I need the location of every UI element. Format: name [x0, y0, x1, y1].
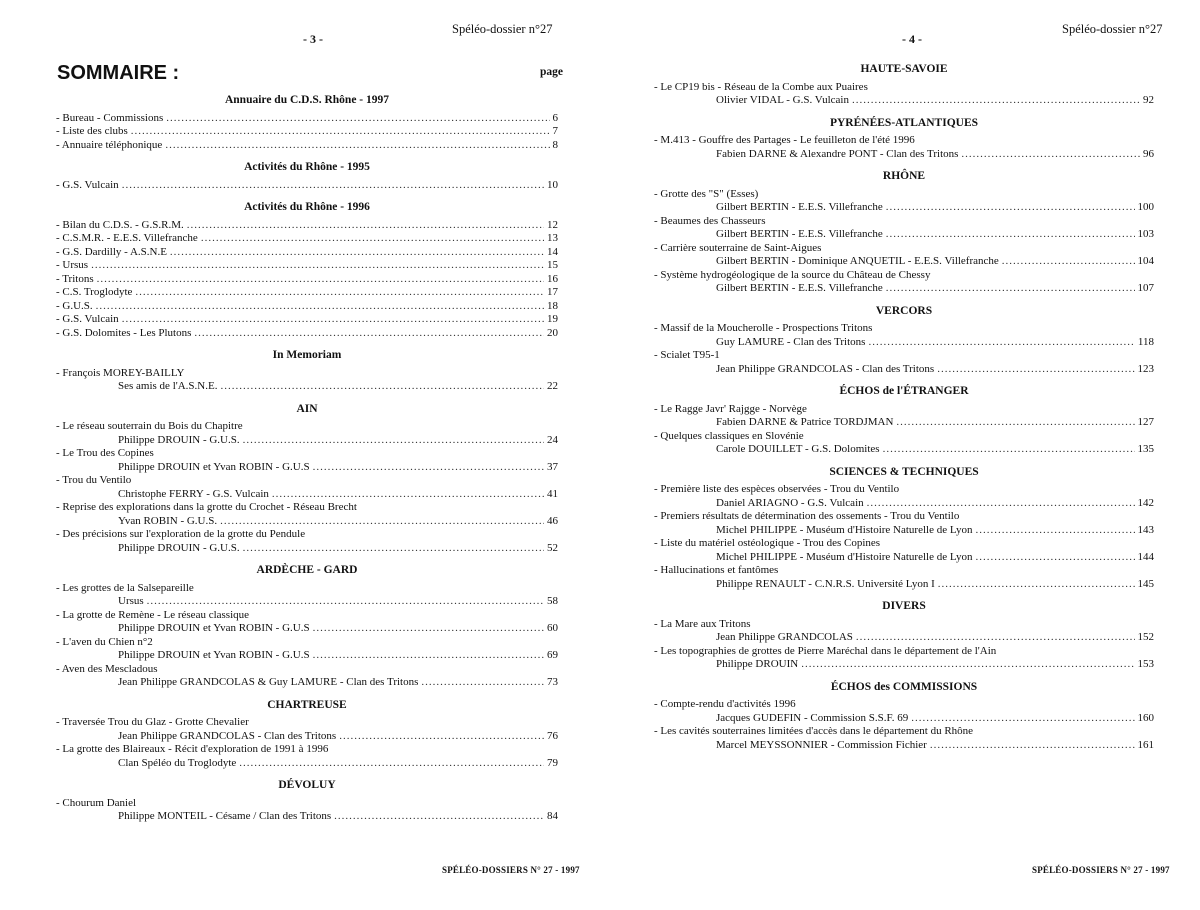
entry-title: - Trou du Ventilo [56, 474, 132, 486]
entry-author: Jean Philippe GRANDCOLAS - Clan des Tritons [716, 362, 935, 375]
toc-entry [654, 537, 1154, 564]
toc-entry [56, 743, 558, 770]
dot-leader [313, 649, 544, 663]
page-ref: 96 [1143, 147, 1154, 160]
dot-leader [97, 273, 544, 287]
entry-title: - G.S. Dardilly - A.S.N.E [56, 245, 167, 258]
page-ref: 127 [1137, 416, 1154, 428]
toc-entry [56, 474, 558, 501]
dot-leader [131, 125, 550, 139]
entry-author: Philippe DROUIN et Yvan ROBIN - G.U.S [118, 460, 310, 473]
dot-leader [975, 551, 1134, 565]
contents-heading: SOMMAIRE : [57, 62, 180, 84]
entry-title: - Hallucinations et fantômes [654, 564, 779, 576]
page-ref: 37 [547, 460, 558, 473]
entry-title: - François MOREY-BAILLY [56, 366, 185, 379]
toc-entry [654, 403, 1154, 430]
toc-line [56, 246, 558, 260]
toc-line [56, 649, 558, 663]
entry-title: - Les grottes de la Salsepareille [56, 581, 194, 594]
page-ref: 7 [552, 125, 558, 137]
entry-author: Gilbert BERTIN - E.E.S. Villefranche [716, 201, 883, 213]
entry-author: Michel PHILIPPE - Muséum d'Histoire Naturelle de Lyon [716, 523, 973, 536]
section-title: RHÔNE [882, 170, 926, 182]
entry-title: - Traversée Trou du Glaz - Grotte Chevalier [56, 716, 249, 728]
toc-entry [56, 420, 558, 447]
toc-entry [654, 645, 1154, 672]
toc-entry [56, 367, 558, 394]
section-title: In Memoriam [272, 349, 342, 361]
page-ref: 107 [1137, 282, 1154, 294]
toc-entry [56, 125, 558, 139]
toc-entry [56, 636, 558, 663]
page-ref: 123 [1137, 362, 1154, 375]
page-ref: 84 [547, 810, 558, 822]
toc-entry [56, 232, 558, 246]
toc-entry [654, 725, 1154, 752]
toc-entry [654, 134, 1154, 161]
dot-leader [938, 578, 1135, 592]
entry-author: Jean Philippe GRANDCOLAS & Guy LAMURE - Clan des Tritons [118, 676, 419, 688]
entry-title: - Annuaire téléphonique [56, 138, 163, 151]
toc-line [56, 259, 558, 273]
entry-title: - Ursus [56, 259, 89, 271]
section-title: Activités du Rhône - 1995 [244, 161, 370, 173]
dot-leader [911, 712, 1134, 726]
entry-author: Philippe DROUIN - G.U.S. [118, 541, 240, 554]
toc-entry [654, 349, 1154, 376]
page-ref: 14 [547, 245, 558, 258]
section-title: AIN [296, 402, 318, 415]
dot-leader [165, 139, 549, 153]
page-ref: 58 [547, 595, 558, 607]
dot-leader [166, 112, 549, 126]
page-ref: 24 [547, 433, 558, 446]
dot-leader [201, 232, 544, 246]
entry-author: Daniel ARIAGNO - G.S. Vulcain [716, 496, 864, 509]
toc-entry [654, 242, 1154, 269]
entry-author: Christophe FERRY - G.S. Vulcain [118, 487, 269, 500]
toc-line [654, 94, 1154, 108]
toc-line [56, 139, 558, 153]
page-ref: 6 [552, 111, 558, 124]
toc-line [56, 232, 558, 246]
entry-title: - Premiers résultats de détermination des ossements - Trou du Ventilo [654, 510, 960, 522]
page-ref: 52 [547, 541, 558, 554]
entry-title: - La grotte de Remène - Le réseau classique [56, 608, 250, 621]
toc-entry [56, 286, 558, 300]
toc-entry [56, 273, 558, 287]
toc-line [56, 273, 558, 287]
page-ref: 145 [1137, 577, 1154, 590]
section-title: HAUTE-SAVOIE [860, 63, 948, 75]
entry-title: - Première liste des espèces observées - Trou du Ventilo [654, 483, 900, 495]
toc-entry [654, 698, 1154, 725]
entry-title: - Scialet T95-1 [654, 349, 720, 361]
toc-line [654, 228, 1154, 242]
entry-author: Jean Philippe GRANDCOLAS [716, 631, 853, 643]
toc-entry [56, 246, 558, 260]
page-ref: 17 [547, 286, 558, 298]
toc-entry [654, 269, 1154, 296]
page-column-label: page [540, 66, 563, 78]
toc-entry [56, 179, 558, 193]
entry-title: - La Mare aux Tritons [654, 617, 751, 630]
dot-leader [867, 497, 1135, 511]
dot-leader [96, 300, 544, 314]
toc-line [654, 201, 1154, 215]
entry-author: Philippe DROUIN et Yvan ROBIN - G.U.S [118, 622, 310, 634]
toc-line [56, 542, 558, 556]
dot-leader [220, 515, 544, 529]
toc-line [56, 515, 558, 529]
entry-author: Philippe RENAULT - C.N.R.S. Université Lyon I [716, 577, 935, 590]
entry-title: - Le Ragge Javr' Rajgge - Norvège [654, 402, 807, 415]
toc-entry [56, 501, 558, 528]
contents-list [56, 94, 558, 824]
entry-title: - G.S. Vulcain [56, 178, 119, 191]
dot-leader [272, 488, 544, 502]
dot-leader [147, 595, 544, 609]
page-ref: 15 [547, 259, 558, 271]
dot-leader [170, 246, 544, 260]
toc-line [56, 112, 558, 126]
toc-entry [56, 528, 558, 555]
page-ref: 41 [547, 487, 558, 500]
entry-title: - Bilan du C.D.S. - G.S.R.M. [56, 218, 184, 231]
entry-title: - M.413 - Gouffre des Partages - Le feuilleton de l'été 1996 [654, 134, 915, 146]
entry-title: - Beaumes des Chasseurs [654, 214, 766, 227]
page-ref: 69 [547, 649, 558, 661]
entry-title: - G.S. Vulcain [56, 313, 119, 325]
section-title: PYRÉNÉES-ATLANTIQUES [829, 116, 979, 129]
entry-title: - Le réseau souterrain du Bois du Chapitre [56, 420, 243, 432]
toc-entry [654, 483, 1154, 510]
page-ref: 16 [547, 272, 558, 285]
entry-title: - Système hydrogéologique de la source du Château de Chessy [654, 268, 931, 281]
page-ref: 10 [547, 178, 558, 191]
toc-entry [56, 112, 558, 126]
dot-leader [856, 631, 1135, 645]
dot-leader [239, 757, 544, 771]
dot-leader [883, 443, 1135, 457]
entry-title: - Massif de la Moucherolle - Prospections Tritons [654, 322, 873, 334]
entry-title: - Quelques classiques en Slovénie [654, 429, 804, 442]
dot-leader [243, 542, 544, 556]
toc-entry [56, 663, 558, 690]
page-ref: 143 [1137, 523, 1154, 536]
dot-leader [930, 739, 1135, 753]
toc-line [654, 255, 1154, 269]
page-ref: 118 [1137, 335, 1154, 348]
page-ref: 79 [547, 756, 558, 769]
section-title: ARDÈCHE - GARD [256, 564, 358, 576]
entry-title: - Compte-rendu d'activités 1996 [654, 698, 796, 710]
entry-title: - Tritons [56, 272, 94, 285]
page-ref: 104 [1137, 255, 1154, 267]
entry-title: - C.S.M.R. - E.E.S. Villefranche [56, 232, 198, 244]
entry-author: Olivier VIDAL - G.S. Vulcain [716, 94, 849, 106]
toc-line [654, 497, 1154, 511]
section-title: CHARTREUSE [267, 698, 347, 711]
toc-line [654, 739, 1154, 753]
section-title: VERCORS [875, 304, 933, 317]
page-ref: 46 [547, 514, 558, 527]
toc-line [654, 658, 1154, 672]
entry-title: - Le CP19 bis - Réseau de la Combe aux Puaires [654, 80, 868, 93]
entry-title: - Des précisions sur l'exploration de la grotte du Pendule [56, 528, 306, 540]
entry-author: Michel PHILIPPE - Muséum d'Histoire Naturelle de Lyon [716, 550, 973, 563]
entry-title: - G.S. Dolomites - Les Plutons [56, 326, 192, 339]
dot-leader [961, 148, 1140, 162]
dot-leader [313, 461, 544, 475]
toc-line [56, 810, 558, 824]
entry-title: - L'aven du Chien n°2 [56, 635, 153, 648]
page-ref: 160 [1137, 711, 1154, 724]
section-title: ÉCHOS des COMMISSIONS [830, 680, 978, 693]
toc-line [56, 757, 558, 771]
page-footer: SPÉLÉO-DOSSIERS N° 27 - 1997 [1032, 865, 1170, 875]
page-ref: 153 [1137, 658, 1154, 670]
toc-entry [654, 215, 1154, 242]
page-ref: 135 [1137, 443, 1154, 455]
toc-line [654, 524, 1154, 538]
entry-title: - Bureau - Commissions [56, 111, 164, 124]
toc-entry [56, 797, 558, 824]
dot-leader [868, 336, 1134, 350]
toc-line [654, 551, 1154, 565]
entry-title: - Reprise des explorations dans la grotte du Crochet - Réseau Brecht [56, 501, 357, 513]
entry-author: Gilbert BERTIN - E.E.S. Villefranche [716, 228, 883, 240]
toc-line [56, 179, 558, 193]
toc-line [654, 148, 1154, 162]
toc-line [56, 461, 558, 475]
page-footer: SPÉLÉO-DOSSIERS N° 27 - 1997 [442, 865, 580, 875]
dot-leader [220, 380, 544, 394]
dot-leader [801, 658, 1134, 672]
toc-line [654, 282, 1154, 296]
entry-author: Carole DOUILLET - G.S. Dolomites [716, 443, 880, 455]
toc-line [56, 327, 558, 341]
toc-line [56, 380, 558, 394]
entry-author: Fabien DARNE & Alexandre PONT - Clan des Tritons [716, 147, 959, 160]
entry-title: - Carrière souterraine de Saint-Aigues [654, 241, 822, 254]
dot-leader [339, 730, 544, 744]
page-ref: 19 [547, 313, 558, 325]
entry-author: Marcel MEYSSONNIER - Commission Fichier [716, 738, 927, 751]
page-ref: 142 [1137, 496, 1154, 509]
page-ref: 92 [1143, 94, 1154, 106]
contents-list [654, 63, 1154, 752]
dot-leader [852, 94, 1140, 108]
page-ref: 100 [1137, 201, 1154, 213]
toc-entry [654, 430, 1154, 457]
toc-entry [56, 259, 558, 273]
entry-author: Gilbert BERTIN - E.E.S. Villefranche [716, 282, 883, 294]
section-title: ÉCHOS de l'ÉTRANGER [839, 385, 969, 397]
entry-author: Philippe DROUIN - G.U.S. [118, 433, 240, 446]
entry-title: - Liste du matériel ostéologique - Trou des Copines [654, 537, 881, 549]
section-title: DÉVOLUY [278, 779, 336, 791]
dot-leader [937, 363, 1134, 377]
page-ref: 152 [1137, 631, 1154, 643]
entry-title: - Aven des Mescladous [56, 662, 158, 675]
toc-entry [56, 716, 558, 743]
dot-leader [313, 622, 544, 636]
entry-author: Jacques GUDEFIN - Commission S.S.F. 69 [716, 711, 909, 724]
toc-line [56, 313, 558, 327]
entry-author: Clan Spéléo du Troglodyte [118, 756, 237, 769]
dot-leader [421, 676, 544, 690]
toc-entry [56, 219, 558, 233]
dot-leader [886, 228, 1135, 242]
toc-entry [654, 510, 1154, 537]
dot-leader [122, 313, 544, 327]
page-ref: 13 [547, 232, 558, 244]
dot-leader [886, 201, 1135, 215]
dot-leader [122, 179, 544, 193]
dot-leader [886, 282, 1135, 296]
dot-leader [91, 259, 544, 273]
entry-author: Philippe DROUIN [716, 658, 799, 670]
dot-leader [1002, 255, 1135, 269]
section-title: Activités du Rhône - 1996 [244, 201, 370, 213]
toc-entry [654, 564, 1154, 591]
toc-line [654, 631, 1154, 645]
page-ref: 18 [547, 299, 558, 312]
page-ref: 8 [552, 138, 558, 151]
page-number: - 3 - [303, 32, 323, 46]
toc-line [654, 336, 1154, 350]
entry-title: - G.U.S. [56, 299, 93, 312]
entry-title: - C.S. Troglodyte [56, 286, 133, 298]
page-ref: 103 [1137, 228, 1154, 240]
toc-line [654, 443, 1154, 457]
entry-author: Ses amis de l'A.S.N.E. [118, 380, 218, 392]
toc-line [56, 300, 558, 314]
entry-title: - Les cavités souterraines limitées d'accès dans le département du Rhône [654, 725, 974, 737]
page-ref: 73 [547, 676, 558, 688]
entry-title: - Le Trou des Copines [56, 447, 154, 459]
dot-leader [896, 416, 1134, 430]
entry-title: - Liste des clubs [56, 125, 128, 137]
toc-entry [654, 618, 1154, 645]
page-number: - 4 - [902, 32, 922, 46]
entry-author: Fabien DARNE & Patrice TORDJMAN [716, 416, 894, 428]
toc-line [56, 219, 558, 233]
section-title: DIVERS [882, 600, 926, 612]
entry-author: Philippe DROUIN et Yvan ROBIN - G.U.S [118, 649, 310, 661]
dot-leader [975, 524, 1134, 538]
toc-line [56, 434, 558, 448]
toc-line [56, 125, 558, 139]
page-header-title: Spéléo-dossier n°27 [452, 22, 553, 36]
toc-entry [56, 139, 558, 153]
entry-author: Ursus [118, 595, 144, 607]
entry-title: - Les topographies de grottes de Pierre Maréchal dans le département de l'Ain [654, 644, 997, 657]
dot-leader [194, 327, 544, 341]
section-title: SCIENCES & TECHNIQUES [829, 465, 979, 478]
page-ref: 12 [547, 218, 558, 231]
entry-title: - Chourum Daniel [56, 796, 137, 809]
right-page [600, 0, 1200, 910]
entry-title: - La grotte des Blaireaux - Récit d'exploration de 1991 à 1996 [56, 743, 329, 755]
page-ref: 60 [547, 622, 558, 634]
dot-leader [187, 219, 544, 233]
toc-entry [654, 322, 1154, 349]
entry-title: - Grotte des "S" (Esses) [654, 187, 759, 200]
toc-line [654, 363, 1154, 377]
toc-entry [56, 300, 558, 314]
dot-leader [243, 434, 544, 448]
toc-line [56, 676, 558, 690]
toc-entry [654, 188, 1154, 215]
page-ref: 76 [547, 729, 558, 742]
section-title: Annuaire du C.D.S. Rhône - 1997 [224, 94, 389, 106]
toc-entry [56, 582, 558, 609]
page-ref: 161 [1137, 738, 1154, 751]
toc-line [56, 730, 558, 744]
toc-line [56, 622, 558, 636]
entry-author: Jean Philippe GRANDCOLAS - Clan des Tritons [118, 729, 337, 742]
entry-author: Gilbert BERTIN - Dominique ANQUETIL - E.E.S. Villefranche [716, 255, 999, 267]
page-ref: 22 [547, 380, 558, 392]
toc-line [654, 712, 1154, 726]
toc-entry [56, 609, 558, 636]
toc-entry [56, 327, 558, 341]
toc-line [654, 578, 1154, 592]
dot-leader [334, 810, 544, 824]
entry-author: Guy LAMURE - Clan des Tritons [716, 335, 866, 348]
toc-line [654, 416, 1154, 430]
page-ref: 20 [547, 326, 558, 339]
page-header-title: Spéléo-dossier n°27 [1062, 22, 1163, 36]
entry-author: Philippe MONTEIL - Césame / Clan des Tritons [118, 810, 332, 822]
toc-line [56, 488, 558, 502]
dot-leader [135, 286, 544, 300]
toc-line [56, 286, 558, 300]
entry-author: Yvan ROBIN - G.U.S. [118, 514, 218, 527]
toc-entry [56, 313, 558, 327]
toc-entry [654, 81, 1154, 108]
toc-line [56, 595, 558, 609]
page-ref: 144 [1137, 550, 1154, 563]
toc-entry [56, 447, 558, 474]
